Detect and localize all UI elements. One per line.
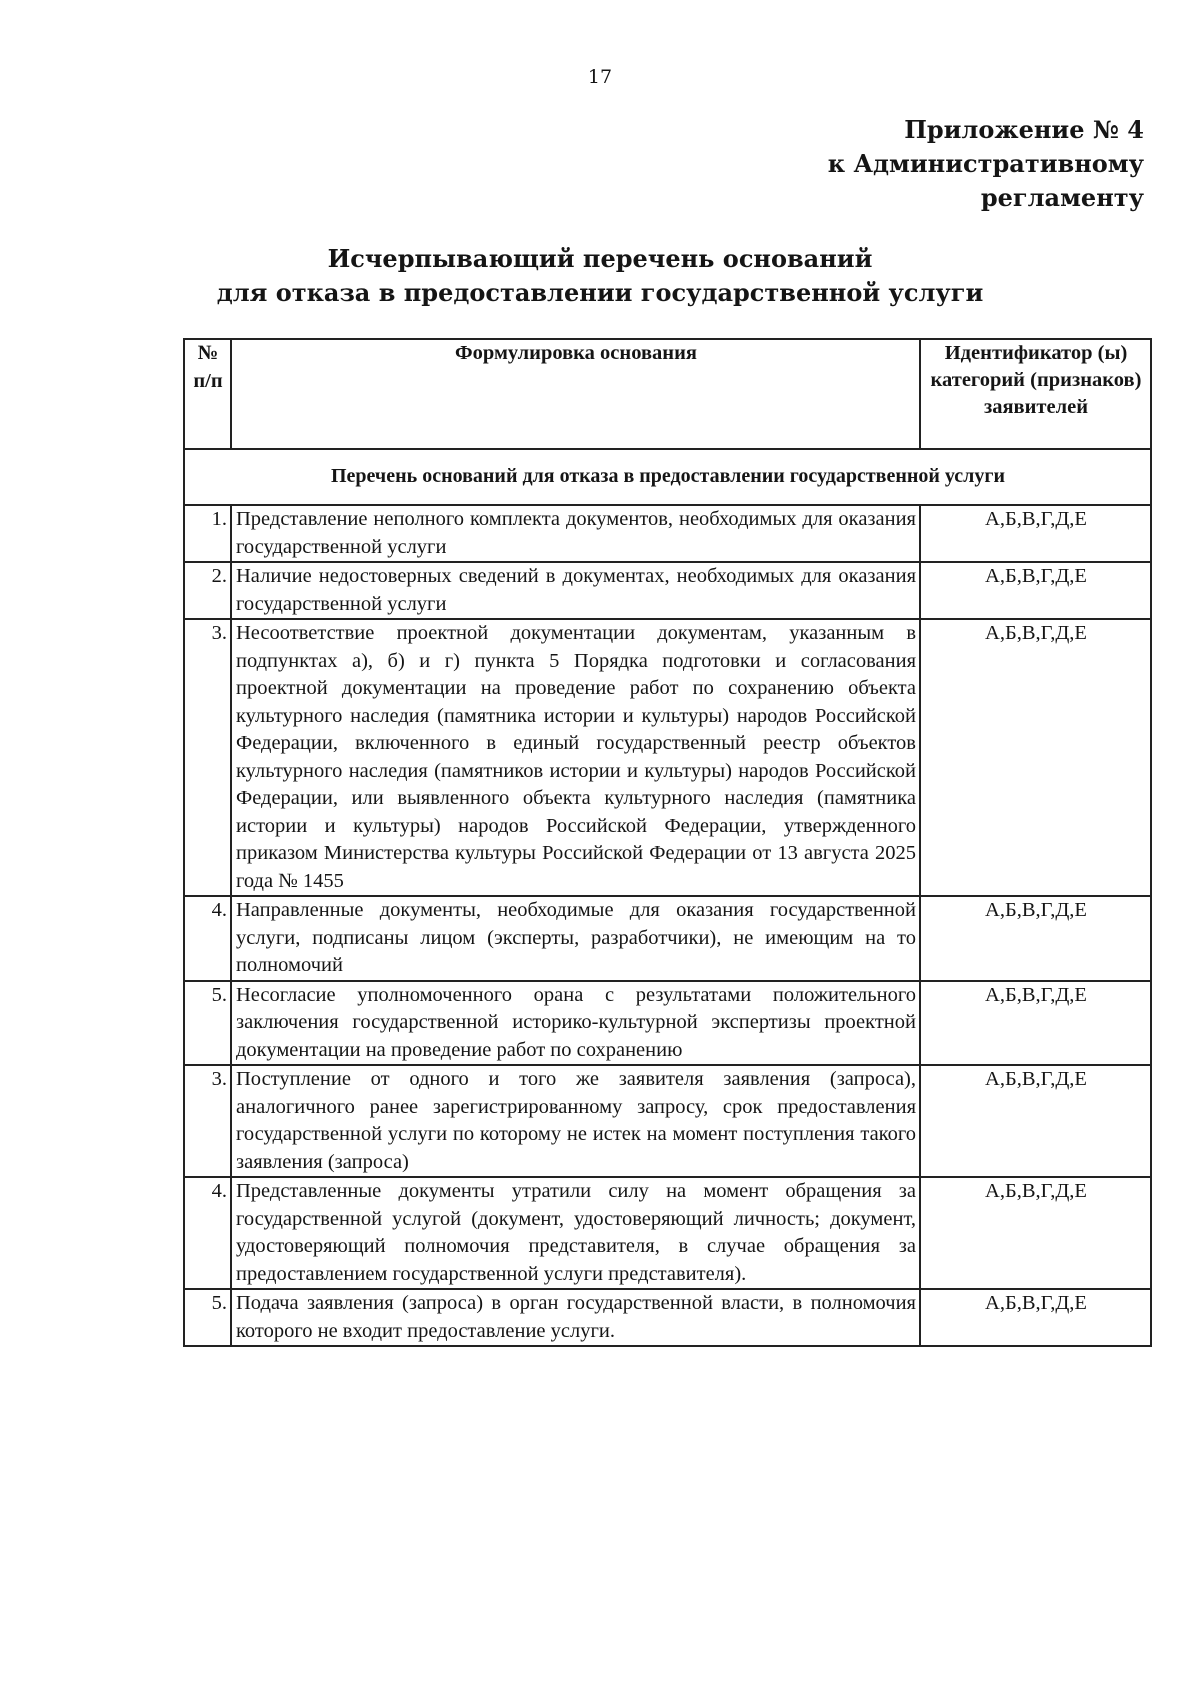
table-row [184, 1177, 1151, 1289]
header-identifiers: Идентификатор (ы) категорий (признаков) заявителей [920, 339, 1151, 449]
appendix-reference-cont: регламенту [980, 183, 1144, 212]
document-title-line-1: Исчерпывающий перечень оснований [327, 244, 873, 273]
document-title [0, 242, 1200, 310]
row-number: 2. [184, 562, 231, 619]
row-wording: Наличие недостоверных сведений в документах, необходимых для оказания государственной услуги [231, 562, 920, 619]
table-row [184, 619, 1151, 896]
appendix-heading [828, 113, 1144, 215]
table-row [184, 896, 1151, 981]
row-wording: Подача заявления (запроса) в орган государственной власти, в полномочия которого не входит предоставление услуги. [231, 1289, 920, 1346]
row-identifiers: А,Б,В,Г,Д,Е [920, 562, 1151, 619]
appendix-reference: к Административному [827, 149, 1144, 178]
row-identifiers: А,Б,В,Г,Д,Е [920, 896, 1151, 981]
row-number: 4. [184, 896, 231, 981]
row-wording: Направленные документы, необходимые для оказания государственной услуги, подписаны лицом (эксперты, разработчики), не имеющим на то полномочий [231, 896, 920, 981]
page-number: 17 [587, 66, 613, 88]
row-number: 4. [184, 1177, 231, 1289]
document-title-line-2: для отказа в предоставлении государственной услуги [216, 278, 984, 307]
section-row [184, 449, 1151, 505]
row-wording: Несоответствие проектной документации документам, указанным в подпунктах а), б) и г) пункта 5 Порядка подготовки и согласования проектной документации на проведение работ по сохранению объекта культурного наследия (памятника истории и культуры) народов Российской Федерации, включенного в единый государственный реестр объектов культурного наследия (памятников истории и культуры) народов Российской Федерации, или выявленного объекта культурного наследия (памятника истории и культуры) народов Российской Федерации, утвержденного приказом Министерства культуры Российской Федерации от 13 августа 2025 года № 1455 [231, 619, 920, 896]
row-identifiers: А,Б,В,Г,Д,Е [920, 1177, 1151, 1289]
table-row [184, 981, 1151, 1066]
row-wording: Поступление от одного и того же заявителя заявления (запроса), аналогичного ранее зарегистрированному запросу, срок предоставления государственной услуги по которому не истек на момент поступления такого заявления (запроса) [231, 1065, 920, 1177]
row-wording: Представление неполного комплекта документов, необходимых для оказания государственной услуги [231, 505, 920, 562]
table-row [184, 1289, 1151, 1346]
row-wording: Представленные документы утратили силу на момент обращения за государственной услугой (документ, удостоверяющий личность; документ, удостоверяющий полномочия представителя, в случае обращения за предоставлением государственной услуги представителя). [231, 1177, 920, 1289]
table-row [184, 562, 1151, 619]
table-header-row [184, 339, 1151, 449]
row-number: 5. [184, 1289, 231, 1346]
row-identifiers: А,Б,В,Г,Д,Е [920, 505, 1151, 562]
row-identifiers: А,Б,В,Г,Д,Е [920, 619, 1151, 896]
header-number: № п/п [184, 339, 231, 449]
appendix-number: Приложение № 4 [904, 115, 1144, 144]
section-title: Перечень оснований для отказа в предоставлении государственной услуги [184, 449, 1151, 505]
row-number: 3. [184, 1065, 231, 1177]
row-identifiers: А,Б,В,Г,Д,Е [920, 1289, 1151, 1346]
row-identifiers: А,Б,В,Г,Д,Е [920, 1065, 1151, 1177]
header-wording: Формулировка основания [231, 339, 920, 449]
table-row [184, 1065, 1151, 1177]
row-number: 1. [184, 505, 231, 562]
grounds-table [183, 338, 1152, 1347]
table-row [184, 505, 1151, 562]
row-wording: Несогласие уполномоченного орана с результатами положительного заключения государственной историко-культурной экспертизы проектной документации на проведение работ по сохранению [231, 981, 920, 1066]
row-number: 5. [184, 981, 231, 1066]
row-identifiers: А,Б,В,Г,Д,Е [920, 981, 1151, 1066]
row-number: 3. [184, 619, 231, 896]
